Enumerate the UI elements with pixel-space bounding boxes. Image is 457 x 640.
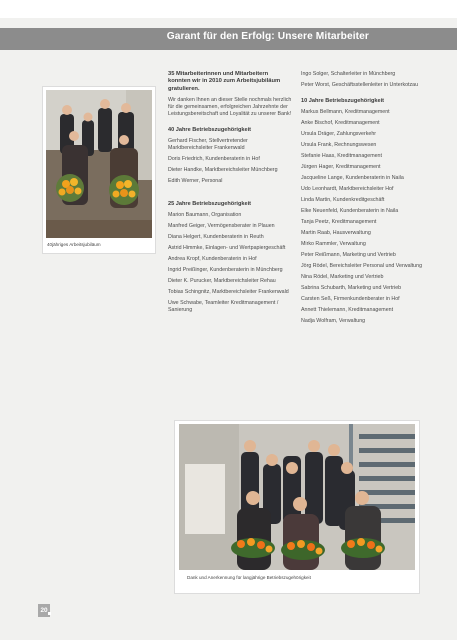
intro-paragraph: Wir danken Ihnen an dieser Stelle nochmals herzlich für die gemeinsamen, erfolgreichen Jahrzehnte der Leistungsbereitschaft und Loyalität zu unserer Bank! [168,97,292,118]
list-item: Andrea Kropf, Kundenberaterin in Hof [168,256,257,263]
list-item: Sabrina Schubarth, Marketing und Vertrieb [301,285,402,291]
text-column-right [301,71,431,329]
top-band [0,0,457,18]
photo-recognition-group [179,424,415,570]
list-item: Ingrid Preißinger, Kundenberaterin in Münchberg [168,267,283,274]
group-photo-illustration [46,90,152,238]
list-item: Carsten Seß, Firmenkundenberater in Hof [301,296,400,302]
list-item: Elke Neuenfeld, Kundenberaterin in Naila [301,208,399,214]
page-title: Garant für den Erfolg: Unsere Mitarbeiter [166,31,369,42]
list-item: Linda Martin, Kundenkreditgeschäft [301,197,385,203]
list-item: Ursula Dräger, Zahlungsverkehr [301,131,377,137]
list-item: Gerhard Fischer, Stellvertretender Marktbereichsleiter Frankenwald [168,138,248,152]
section-heading-25: 25 Jahre Betriebszugehörigkeit [168,201,252,208]
section-heading-10: 10 Jahre Betriebszugehörigkeit [301,98,385,104]
list-item: Tobias Schingnitz, Marktbereichsleiter Frankenwald [168,289,289,296]
list-item: Jacqueline Lange, Kundenberaterin in Naila [301,175,404,181]
list-item: Jürgen Hager, Kreditmanagement [301,164,381,170]
page-number-accent [48,612,51,615]
list-item: Peter Reißmann, Marketing und Vertrieb [301,252,396,258]
list-item: Dieter Handke, Marktbereichsleiter Münchberg [168,167,278,174]
list-item: Martin Raab, Hausverwaltung [301,230,371,236]
intro-heading: 35 Mitarbeiterinnen und Mitarbeitern konnten wir in 2010 zum Arbeitsjubiläum gratulieren. [168,71,281,92]
list-item: Peter Worst, Geschäftsstellenleiter in Unterkotzau [301,82,419,88]
page-number: 20 [38,604,50,617]
list-item: Manfred Geiger, Vermögensberater in Plauen [168,223,275,230]
photo-caption-anniversary: 40jähriges Arbeitsjubiläum [47,242,101,247]
list-item: Mirko Rammler, Verwaltung [301,241,366,247]
photo-card-recognition [174,420,420,594]
list-item: Jörg Rödel, Bereichsleiter Personal und Verwaltung [301,263,423,269]
list-item: Uwe Schwabe, Teamleiter Kreditmanagement / Sanierung [168,300,279,314]
list-item: Ursula Frank, Rechnungswesen [301,142,377,148]
photo-caption-recognition: Dank und Anerkennung für langjährige Betriebszugehörigkeit [187,575,311,580]
group-photo-illustration [179,424,415,570]
list-item: Diana Helgert, Kundenberaterin in Reuth [168,234,264,241]
list-item: Nadja Wolfram, Verwaltung [301,318,366,324]
photo-card-anniversary [42,86,156,254]
list-item: Markus Bellmann, Kreditmanagement [301,109,390,115]
list-item: Ingo Solger, Schalterleiter in Münchberg [301,71,396,77]
text-column-left [168,71,292,318]
list-item: Astrid Himmke, Einlagen- und Wertpapiergeschäft [168,245,286,252]
list-item: Stefanie Haas, Kreditmanagement [301,153,382,159]
list-item: Marion Baumann, Organisation [168,212,242,219]
list-item: Udo Leonhardt, Marktbereichsleiter Hof [301,186,394,192]
list-item: Annett Thielemann, Kreditmanagement [301,307,394,313]
list-item: Doris Friedrich, Kundenberaterin in Hof [168,156,260,163]
list-item: Tanja Peetz, Kreditmanagement [301,219,377,225]
list-item: Edith Werner, Personal [168,178,223,185]
title-bar [0,28,457,50]
list-item: Nina Rödel, Marketing und Vertrieb [301,274,384,280]
section-heading-40: 40 Jahre Betriebszugehörigkeit [168,127,252,134]
list-item: Dieter K. Purucker, Marktbereichsleiter Rehau [168,278,276,285]
list-item: Anke Bischof, Kreditmanagement [301,120,380,126]
photo-anniversary-group [46,90,152,238]
